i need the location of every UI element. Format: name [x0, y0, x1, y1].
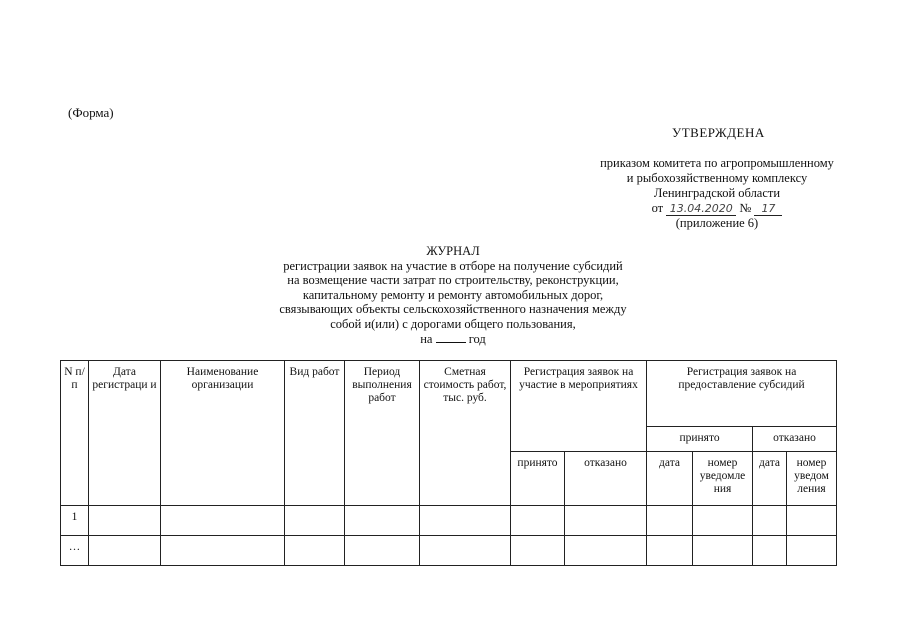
- table-cell: [647, 536, 693, 566]
- table-cell: [285, 506, 345, 536]
- form-label: (Форма): [68, 105, 114, 120]
- header-refused-date: дата: [753, 452, 787, 506]
- journal-subtitle-4: связывающих объекты сельскохозяйственного назначения между: [279, 302, 627, 317]
- table-cell: [787, 506, 837, 536]
- order-block: [582, 156, 852, 231]
- table-cell: [161, 506, 285, 536]
- table-cell: [511, 506, 565, 536]
- table-cell: [565, 536, 647, 566]
- header-accepted-notice-number: номер уведомле ния: [693, 452, 753, 506]
- year-blank-field: [436, 332, 466, 343]
- row-number: …: [61, 536, 89, 566]
- header-organization-name: Наименование организации: [161, 361, 285, 506]
- table-cell: [420, 536, 511, 566]
- header-participation-registration: Регистрация заявок на участие в мероприятиях: [511, 361, 647, 452]
- journal-title: ЖУРНАЛ: [426, 244, 480, 258]
- table-cell: [693, 506, 753, 536]
- table-cell: [161, 536, 285, 566]
- header-work-type: Вид работ: [285, 361, 345, 506]
- order-date-handwritten: 13.04.2020: [666, 203, 736, 216]
- header-num: N п/п: [61, 361, 89, 506]
- header-subsidy-registration: Регистрация заявок на предоставление субсидий: [647, 361, 837, 427]
- year-prefix: на: [420, 331, 433, 346]
- table-cell: [345, 536, 420, 566]
- header-registration-date: Дата регистраци и: [89, 361, 161, 506]
- registration-journal-table: [60, 360, 837, 566]
- journal-subtitle-3: капитальному ремонту и ремонту автомобильных дорог,: [302, 287, 604, 302]
- table-cell: [89, 536, 161, 566]
- journal-subtitle-2: на возмещение части затрат по строительству, реконструкции,: [287, 273, 619, 288]
- year-suffix: год: [468, 331, 486, 346]
- table-row: [61, 506, 837, 536]
- table-cell: [89, 506, 161, 536]
- table-cell: [753, 506, 787, 536]
- table-cell: [345, 506, 420, 536]
- order-number-handwritten: 17: [754, 203, 782, 216]
- order-from-label: от: [651, 201, 664, 215]
- order-line-3: Ленинградской области: [653, 186, 781, 200]
- journal-year-line: [248, 332, 658, 347]
- table-cell: [565, 506, 647, 536]
- table-cell: [693, 536, 753, 566]
- appendix-label: (приложение 6): [675, 216, 759, 230]
- order-number-label: №: [739, 201, 752, 215]
- row-number: 1: [61, 506, 89, 536]
- header-work-period: Период выполнения работ: [345, 361, 420, 506]
- table-cell: [285, 536, 345, 566]
- table-cell: [511, 536, 565, 566]
- header-accepted-date: дата: [647, 452, 693, 506]
- table-cell: [420, 506, 511, 536]
- header-participation-refused: отказано: [565, 452, 647, 506]
- table-header-row-1: [61, 361, 837, 427]
- table-cell: [753, 536, 787, 566]
- table-cell: [787, 536, 837, 566]
- journal-title-block: [248, 244, 658, 346]
- header-participation-accepted: принято: [511, 452, 565, 506]
- journal-subtitle-5: собой и(или) с дорогами общего пользования,: [330, 316, 576, 331]
- header-subsidy-accepted: принято: [647, 427, 753, 452]
- table-row: [61, 536, 837, 566]
- journal-subtitle-1: регистрации заявок на участие в отборе на получение субсидий: [283, 258, 623, 273]
- order-line-1: приказом комитета по агропромышленному: [600, 156, 834, 170]
- header-estimated-cost: Сметная стоимость работ, тыс. руб.: [420, 361, 511, 506]
- order-date-line: [652, 201, 783, 216]
- table-cell: [647, 506, 693, 536]
- header-subsidy-refused: отказано: [753, 427, 837, 452]
- approved-heading: УТВЕРЖДЕНА: [672, 125, 765, 140]
- header-refused-notice-number: номер уведом ления: [787, 452, 837, 506]
- order-line-2: и рыбохозяйственному комплексу: [626, 171, 808, 185]
